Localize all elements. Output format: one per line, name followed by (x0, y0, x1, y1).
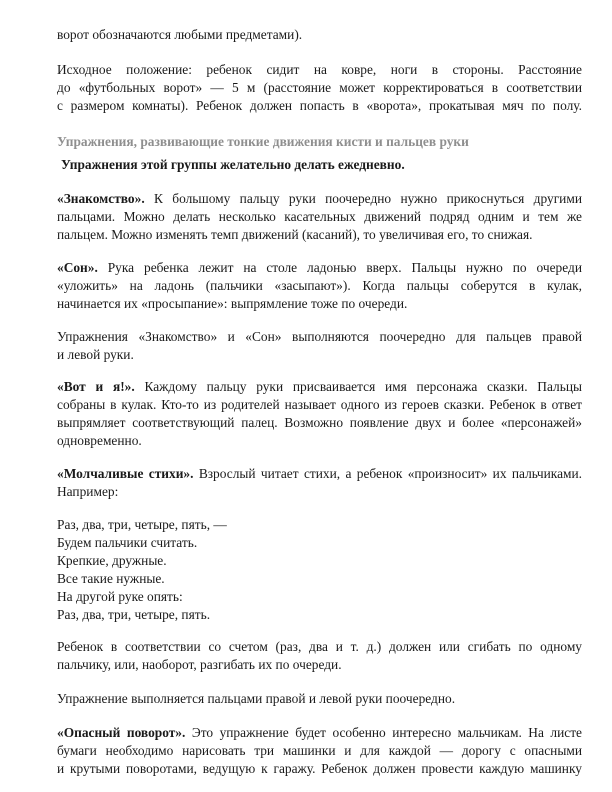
text-segment: Каждому пальцу руки присваивается имя персонажа сказки. Пальцы (134, 379, 582, 394)
section-heading: Упражнения, развивающие тонкие движения кисти и пальцев руки (57, 134, 469, 149)
text-line (57, 259, 582, 277)
text-line: ворот обозначаются любыми предметами). (57, 27, 303, 42)
text-line: одновременно. (57, 433, 142, 448)
poem-line: Крепкие, дружные. (57, 553, 167, 568)
text-line: собраны в кулак. Кто-то из родителей называет одного из героев сказки. Ребенок в ответ (57, 397, 582, 412)
text-line (57, 378, 582, 396)
paragraph (57, 61, 582, 115)
text-line: и левой руки. (57, 347, 134, 362)
paragraph (57, 638, 582, 674)
text-line: пальцем. Можно изменять темп движений (касаний), то увеличивая его, то снижая. (57, 227, 533, 242)
poem-line: Все такие нужные. (57, 571, 165, 586)
text-line: и крутыми поворотами, ведущую к гаражу. Ребенок должен провести каждую машинку (57, 761, 582, 776)
exercise-paragraph (57, 190, 582, 244)
exercise-title: «Опасный поворот». (57, 725, 186, 740)
exercise-title: «Молчаливые стихи». (57, 466, 194, 481)
paragraph (57, 328, 582, 364)
poem-line: Будем пальчики считать. (57, 535, 198, 550)
text-line: пальчику, или, наоборот, разгибать их по очереди. (57, 657, 342, 672)
poem (57, 516, 582, 624)
text-line: до «футбольных ворот» — 5 м (расстояние может корректироваться в соответствии (57, 80, 582, 95)
text-segment: Это упражнение будет особенно интересно мальчикам. На листе (185, 725, 583, 740)
text-line: Ребенок в соответствии со счетом (раз, два и т. д.) должен или сгибать по одному (57, 639, 582, 654)
text-line: Упражнения «Знакомство» и «Сон» выполняются поочередно для пальцев правой (57, 329, 582, 344)
paragraph (57, 690, 582, 708)
text-line (57, 190, 582, 208)
text-line: Упражнение выполняется пальцами правой и левой руки поочередно. (57, 691, 456, 706)
text-line: бумаги необходимо нарисовать три машинки и для каждой — дорогу с опасными (57, 743, 582, 758)
poem-line: Раз, два, три, четыре, пять, — (57, 517, 227, 532)
text-line: выпрямляет соответствующий палец. Возможно появление двух и более «персонажей» (57, 415, 582, 430)
text-segment: Взрослый читает стихи, а ребенок «произносит» их пальчиками. (193, 466, 582, 481)
exercise-paragraph (57, 465, 582, 501)
exercise-paragraph (57, 259, 582, 313)
text-line (57, 724, 582, 742)
text-line: «уложить» на ладонь (пальчики «засыпают»). Когда пальцы соберутся в кулак, (57, 278, 582, 293)
text-line: Например: (57, 484, 119, 499)
poem-line: Раз, два, три, четыре, пять. (57, 607, 211, 622)
exercise-title: «Сон». (57, 260, 98, 275)
exercise-paragraph (57, 378, 582, 450)
text-line: начинается их «просыпание»: выпрямление тоже по очереди. (57, 296, 408, 311)
text-line: Исходное положение: ребенок сидит на ковре, ноги в стороны. Расстояние (57, 62, 582, 77)
text-segment: К большому пальцу руки поочередно нужно прикоснуться другими (144, 191, 582, 206)
section-note: Упражнения этой группы желательно делать ежедневно. (61, 157, 405, 172)
exercise-title: «Вот и я!». (57, 379, 135, 394)
exercise-title: «Знакомство». (57, 191, 145, 206)
paragraph (57, 26, 582, 44)
text-segment: Рука ребенка лежит на столе ладонью вверх. Пальцы нужно по очереди (97, 260, 582, 275)
text-line: с размером комнаты). Ребенок должен попасть в «ворота», прокатывая мяч по полу. (57, 98, 582, 113)
poem-line: На другой руке опять: (57, 589, 183, 604)
text-line: пальцами. Можно делать несколько касательных движений подряд одним и тем же (57, 209, 582, 224)
exercise-paragraph (57, 724, 582, 778)
text-line (57, 465, 582, 483)
